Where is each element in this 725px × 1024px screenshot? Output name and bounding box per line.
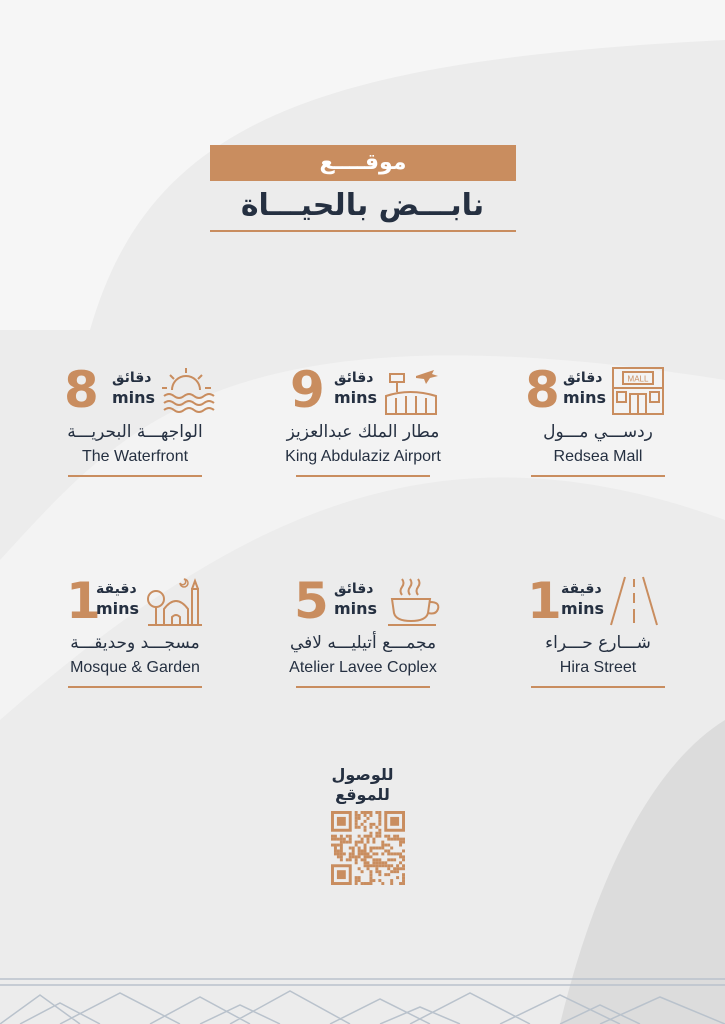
destination-card-mosque	[40, 573, 230, 703]
destination-name-ar: ردســـي مـــول	[543, 422, 653, 442]
destination-name-en: Redsea Mall	[553, 448, 643, 465]
card-divider	[531, 686, 665, 688]
minutes-unit-ar: دقيقة	[96, 581, 137, 597]
minutes-unit-en: mins	[96, 599, 140, 618]
destination-card-atelier	[268, 573, 458, 703]
destination-card-waterfront	[40, 362, 230, 492]
minutes-unit-en: mins	[112, 388, 156, 407]
qr-caption	[300, 765, 425, 805]
minutes-value: 8	[525, 361, 560, 419]
qr-code[interactable]	[331, 811, 405, 885]
minutes-unit-ar: دقائق	[334, 581, 374, 597]
destination-name-en: Mosque & Garden	[70, 659, 200, 676]
minutes-unit-en: mins	[563, 388, 607, 407]
destination-name-ar: مجمـــع أتيليـــه لافي	[289, 633, 437, 653]
destination-name-en: Hira Street	[559, 659, 637, 676]
card-divider	[531, 475, 665, 477]
destination-name-en: Atelier Lavee Coplex	[289, 659, 437, 676]
qr-caption-line1: للوصول	[331, 765, 394, 784]
card-divider	[68, 475, 202, 477]
destination-card-hira-street	[503, 573, 693, 703]
destination-name-ar: شـــارع حـــراء	[545, 633, 651, 653]
qr-caption-line2: للموقع	[335, 785, 390, 804]
minutes-unit-en: mins	[561, 599, 605, 618]
minutes-value: 9	[290, 361, 325, 419]
card-divider	[296, 686, 430, 688]
minutes-unit-ar: دقائق	[334, 370, 374, 386]
road-icon	[605, 575, 663, 627]
minutes-unit-en: mins	[334, 388, 378, 407]
minutes-unit-ar: دقائق	[112, 370, 152, 386]
destination-card-airport	[268, 362, 458, 492]
card-divider	[68, 686, 202, 688]
minutes-unit-ar: دقيقة	[561, 581, 602, 597]
page-title: نابـــض بالحيـــاة	[240, 188, 485, 223]
minutes-unit-en: mins	[334, 599, 378, 618]
mall-icon	[609, 364, 667, 416]
minutes-value: 8	[64, 361, 99, 419]
destination-name-ar: الواجهـــة البحريـــة	[67, 422, 203, 442]
coffee-cup-icon	[386, 575, 444, 627]
header-subtitle-band: موقــــع	[210, 145, 516, 181]
minutes-unit-ar: دقائق	[563, 370, 603, 386]
destination-name-en: The Waterfront	[81, 448, 189, 465]
destination-card-mall	[503, 362, 693, 492]
airport-icon	[382, 364, 440, 416]
minutes-value: 1	[527, 572, 562, 630]
destination-name-ar: مسجـــد وحديقـــة	[70, 633, 200, 653]
minutes-value: 5	[294, 572, 329, 630]
destination-name-ar: مطار الملك عبدالعزيز	[286, 422, 440, 442]
mosque-tree-icon	[146, 575, 204, 627]
destination-name-en: King Abdulaziz Airport	[285, 448, 441, 465]
svg-text:MALL: MALL	[627, 374, 649, 384]
minutes-value: 1	[66, 572, 101, 630]
sunset-waves-icon	[158, 364, 216, 416]
header-divider	[210, 230, 516, 232]
card-divider	[296, 475, 430, 477]
decorative-pattern	[0, 975, 725, 1024]
